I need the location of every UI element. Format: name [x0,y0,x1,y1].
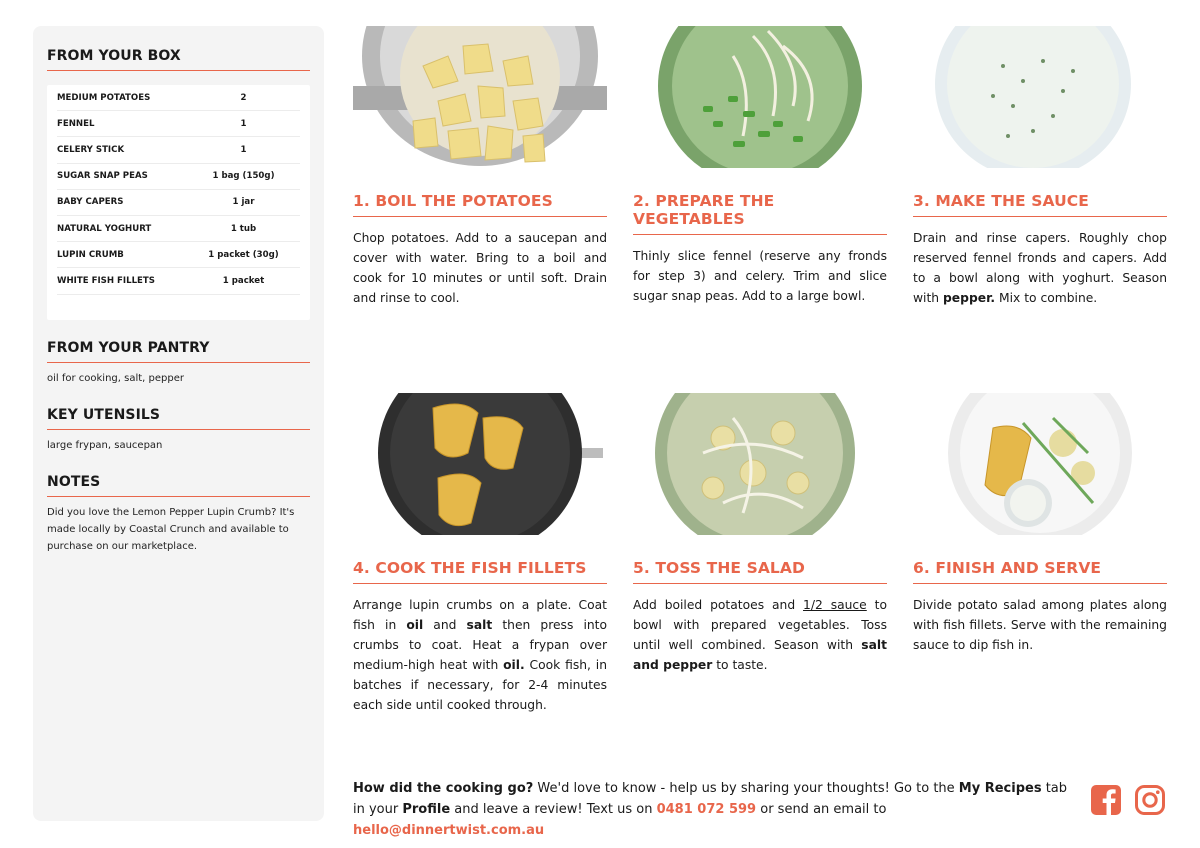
step-title: 2. PREPARE THE VEGETABLES [633,192,887,235]
step-title: 5. TOSS THE SALAD [633,559,887,584]
step-text: Arrange lupin crumbs on a plate. Coat fish in oil and salt then press into crumbs to coat. Heat a frypan over medium-high heat with oil. Cook fish, in batches if necessary, for 2-4 minutes each side until cooked through. [353,598,607,712]
step-text: Drain and rinse capers. Roughly chop reserved fennel fronds and capers. Add to a bowl along with yoghurt. Season with pepper. Mix to combine. [913,231,1167,305]
step-title: 1. BOIL THE POTATOES [353,192,607,217]
step-6 [913,393,1167,655]
ingredient-qty: 1 packet [222,275,265,286]
step-title: 3. MAKE THE SAUCE [913,192,1167,217]
facebook-icon[interactable] [1090,784,1122,816]
profile-link[interactable]: Profile [402,802,451,817]
table-row [57,190,300,216]
step-text: Add boiled potatoes and 1/2 sauce to bowl with prepared vegetables. Toss until well combined. Season with salt and pepper to taste. [633,598,887,672]
table-row [57,242,300,268]
table-row [57,111,300,137]
step-3 [913,26,1167,308]
ingredient-name: MEDIUM POTATOES [57,92,151,103]
ingredient-qty: 1 [240,118,247,129]
step-text: Chop potatoes. Add to a saucepan and cover with water. Bring to a boil and cook for 10 minutes or until soft. Drain and rinse to cool. [353,231,607,305]
step-2 [633,26,887,306]
box-ingredients-table [47,85,310,320]
feedback-footer: How did the cooking go? We'd love to know - help us by sharing your thoughts! Go to the My Recipes tab in your Profile and leave a review! Text us on 0481 072 599 or send an email to hello@dinnertwist.com.au [353,781,1068,838]
ingredient-name: LUPIN CRUMB [57,249,124,260]
step-text: Divide potato salad among plates along with fish fillets. Serve with the remaining sauce to dip fish in. [913,598,1167,652]
table-row [57,137,300,163]
email-link[interactable]: hello@dinnertwist.com.au [353,823,545,838]
notes-text: Did you love the Lemon Pepper Lupin Crumb? It's made locally by Coastal Crunch and available to purchase on our marketplace. [47,507,295,552]
social-links [1090,784,1166,816]
instagram-icon[interactable] [1134,784,1166,816]
ingredient-name: CELERY STICK [57,144,125,155]
utensils-heading: KEY UTENSILS [47,407,310,430]
ingredient-qty: 1 packet (30g) [208,249,279,260]
ingredient-name: NATURAL YOGHURT [57,223,152,234]
fish-in-frypan-photo [353,393,607,535]
plated-fish-salad-photo [913,393,1167,535]
ingredients-sidebar [33,26,324,821]
table-row [57,216,300,242]
footer-question: How did the cooking go? [353,781,534,796]
potatoes-in-colander-photo [353,26,607,168]
step-4 [353,393,607,715]
ingredient-qty: 1 tub [230,223,257,234]
ingredient-name: WHITE FISH FILLETS [57,275,155,286]
table-row [57,164,300,190]
my-recipes-link[interactable]: My Recipes [958,781,1042,796]
step-title: 6. FINISH AND SERVE [913,559,1167,584]
step-text: Thinly slice fennel (reserve any fronds for step 3) and celery. Trim and slice sugar snap peas. Add to a large bowl. [633,249,887,303]
utensils-text: large frypan, saucepan [47,440,163,451]
potato-salad-bowl-photo [633,393,887,535]
phone-link[interactable]: 0481 072 599 [656,802,757,817]
table-row [57,268,300,294]
step-title: 4. COOK THE FISH FILLETS [353,559,607,584]
ingredient-qty: 1 [240,144,247,155]
pantry-text: oil for cooking, salt, pepper [47,373,184,384]
step-1 [353,26,607,308]
yoghurt-sauce-bowl-photo [913,26,1167,168]
ingredient-qty: 1 bag (150g) [212,171,275,182]
ingredient-qty: 1 jar [232,197,255,208]
ingredient-name: FENNEL [57,118,95,129]
table-row [57,85,300,111]
sliced-vegetables-bowl-photo [633,26,887,168]
ingredient-name: SUGAR SNAP PEAS [57,171,148,182]
from-box-heading: FROM YOUR BOX [47,48,310,71]
pantry-heading: FROM YOUR PANTRY [47,340,310,363]
ingredient-name: BABY CAPERS [57,197,124,208]
notes-heading: NOTES [47,474,310,497]
step-5 [633,393,887,675]
ingredient-qty: 2 [240,92,247,103]
